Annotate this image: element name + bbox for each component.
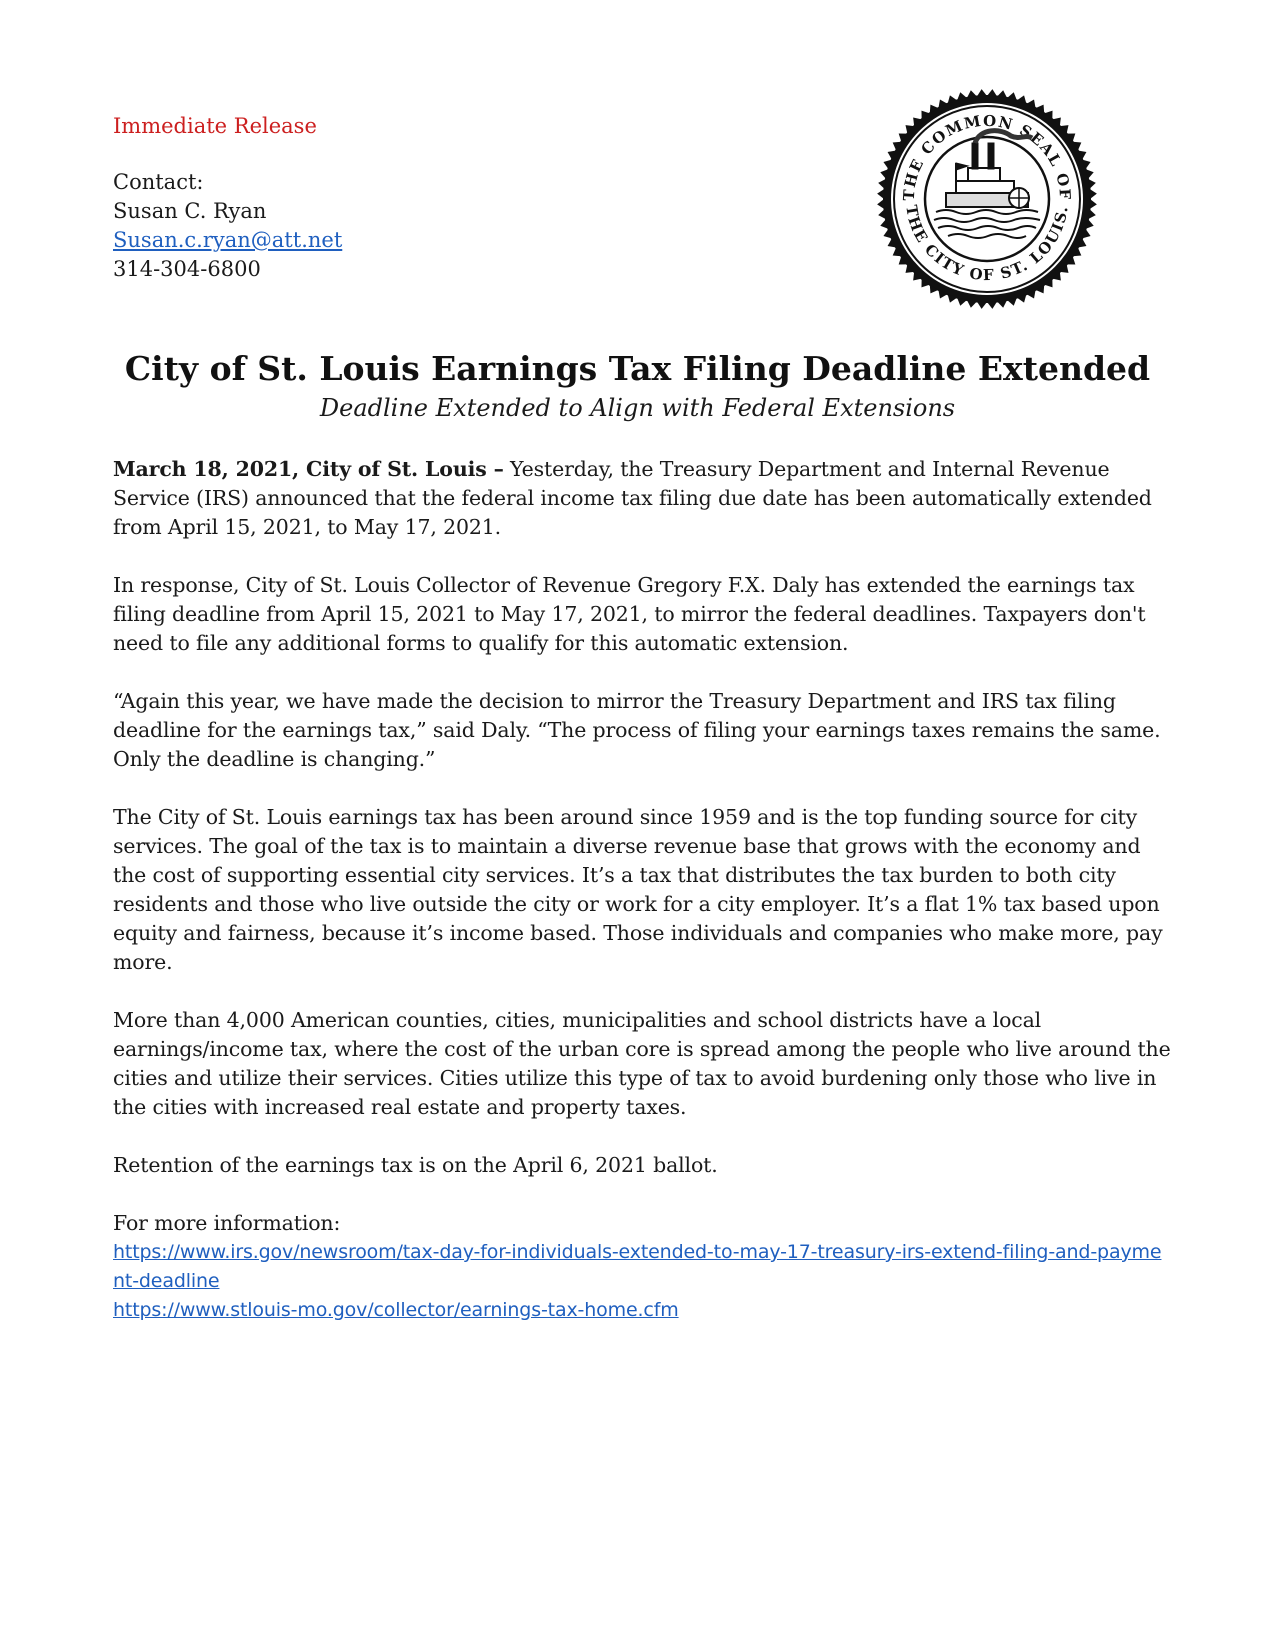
contact-name: Susan C. Ryan — [113, 199, 267, 223]
more-info-section — [113, 1209, 1173, 1325]
paragraph-2: In response, City of St. Louis Collector of Revenue Gregory F.X. Daly has extended the earnings tax filing deadline from April 15, 2021 to May 17, 2021, to mirror the federal deadlines. Taxpayers don't need to file any additional forms to qualify for this automatic extension. — [113, 573, 1146, 655]
release-label: Immediate Release — [113, 114, 317, 138]
dateline: March 18, 2021, City of St. Louis – — [113, 457, 504, 481]
contact-email-link[interactable]: Susan.c.ryan@att.net — [113, 228, 343, 252]
paragraph-3: “Again this year, we have made the decision to mirror the Treasury Department and IRS tax filing deadline for the earnings tax,” said Daly. “The process of filing your earnings taxes remains the same. Only the deadline is changing.” — [113, 689, 1161, 771]
paragraph-6: Retention of the earnings tax is on the April 6, 2021 ballot. — [113, 1153, 718, 1177]
contact-label: Contact: — [113, 170, 204, 194]
irs-link[interactable]: https://www.irs.gov/newsroom/tax-day-for-individuals-extended-to-may-17-treasury-irs-extend-filing-and-payment-deadline — [113, 1241, 1162, 1292]
paragraph-1-text: Yesterday, the Treasury Department and Internal Revenue Service (IRS) announced that the federal income tax filing due date has been automatically extended from April 15, 2021, to May 17, 2021. — [113, 457, 1152, 539]
more-info-label: For more information: — [113, 1211, 341, 1235]
contact-header — [113, 112, 342, 284]
contact-phone: 314-304-6800 — [113, 257, 261, 281]
stlouis-link[interactable]: https://www.stlouis-mo.gov/collector/earnings-tax-home.cfm — [113, 1299, 679, 1321]
paragraph-4: The City of St. Louis earnings tax has been around since 1959 and is the top funding source for city services. The goal of the tax is to maintain a diverse revenue base that grows with the economy and the cost of supporting essential city services. It’s a tax that distributes the tax burden to both city residents and those who live outside the city or work for a city employer. It’s a flat 1% tax based upon equity and fairness, because it’s income based. Those individuals and companies who make more, pay more. — [113, 805, 1163, 974]
seal-top-text: THE COMMON SEAL OF — [899, 111, 1075, 202]
paragraph-1 — [113, 455, 1173, 542]
article-body — [113, 455, 1173, 1325]
paragraph-5: More than 4,000 American counties, cities, municipalities and school districts have a local earnings/income tax, where the cost of the urban core is spread among the people who live around the cities and utilize their services. Cities utilize this type of tax to avoid burdening only those who live in the cities with increased real estate and property taxes. — [113, 1008, 1171, 1119]
page-title: City of St. Louis Earnings Tax Filing Deadline Extended — [124, 349, 1151, 388]
page-subtitle: Deadline Extended to Align with Federal Extensions — [319, 394, 956, 422]
city-seal-logo — [876, 88, 1098, 310]
seal-bottom-text: THE CITY OF ST. LOUIS. — [902, 203, 1072, 285]
